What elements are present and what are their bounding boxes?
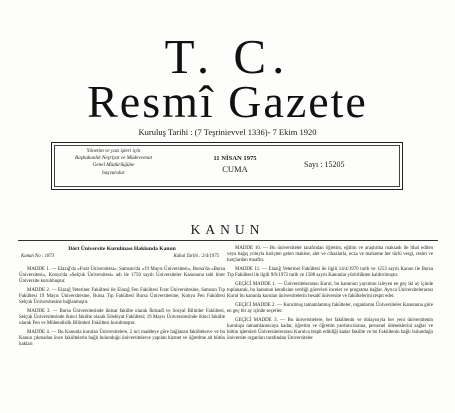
article-paragraph: MADDE 1. — Elazığ'da «Fırat Üniversitesi», Samsun'da «19 Mayıs Üniversitesi», Bursa'da «Bursa Üniversitesi», Konya'da «Selçuk Üniversitesi» adı ile 1750 sayılı Üniversiteler Kanununa tabi birer Üniversite kurulmuştur. <box>19 267 225 284</box>
left-column <box>19 246 225 351</box>
admin-notice: Yönetim ve yazı işleri için Başbakanlık Neşriyat ve Müdevvenat Genel Müdürlüğüne başvurulur <box>74 148 153 176</box>
issue-info-box <box>51 142 403 190</box>
issue-number: Sayı : 15205 <box>304 160 345 169</box>
article-paragraph: MADDE 2. — Elazığ Veteriner Fakültesi ile Elazığ Fen Fakültesi Fırat Üniversitesine, Samsun Tıp Fakültesi 19 Mayıs Üniversitesine, Bursa Tıp Fakültesi Bursa Üniversitesine, Konya Fen Fakültesi Selçuk Üniversitesine bağlanmıştır. <box>19 288 225 305</box>
law-number: Kanun No : 1873 <box>21 254 55 259</box>
article-paragraph: MADDE 10. — Bu üniversiteler tarafından öğretim, eğitim ve araştırma maksadı ile ithal edilen veya bağış yoluyla hariçten gelen makine, alet ve cihazlarla, ecza ve malzeme her türlü vergi, resim ve harçlardan muaftır. <box>227 246 433 263</box>
law-meta <box>19 254 225 260</box>
issue-day: CUMA <box>222 164 248 174</box>
article-paragraph: MADDE 11. — Elazığ Veteriner Fakültesi ile ilgili 14/4/1970 tarih ve 1253 sayılı Kanun ile Bursa Tıp Fakültesi ile ilgili 9/6/1972 tarih ve 1588 sayılı Kanunlar yürürlükten kaldırılmıştır. <box>227 267 433 278</box>
masthead-title: Resmî Gazete <box>87 76 368 127</box>
right-column <box>227 246 433 345</box>
law-acceptance-date: Kabul Tarihi : 2/4/1975 <box>173 254 219 259</box>
section-title: KANUN <box>190 222 265 237</box>
issue-date-block <box>200 154 270 175</box>
law-title: Dört Üniversite Kurulması Hakkında Kanun <box>68 246 176 252</box>
article-paragraph: MADDE 4. — Bu Kanunla kurulan Üniversitelere, 2 nci maddeye göre bağlanan fakültelerce ve bu Kanun çıkmadan önce fakültelerin bağlı bulunduğu üniversitelerce yapılan hizmet ve öğretime ait bütün hakları <box>19 330 225 348</box>
article-paragraph: MADDE 3. — Bursa Üniversitesinde iktisat fakülte olarak İktisadî ve Sosyal Bilimler Fakültesi, Selçuk Üniversitesinde ikinci fakülte olarak Edebiyat Fakültesi; 19 Mayıs Üniversitesinde ikinci fakülte olarak Fen ve Mühendislik Bilimleri Fakültesi kurulmuştur. <box>19 309 225 327</box>
issue-date: 11 NİSAN 1975 <box>213 155 257 162</box>
founding-date-line: Kuruluş Tarihi : (7 Teşrinievvel 1336)- 7 Ekim 1920 <box>138 127 317 137</box>
masthead-tc: T. C. <box>164 29 291 84</box>
article-paragraph: GEÇİCİ MADDE 3. — Bu üniversitelere, her fakültenin ve dolayısıyla her yeni üniversitenin kuruluşu tamamlanıncaya kadar, öğretim ve öğretim yardımcılarına, personel ödeneklerini sağlar ve bütün işlemleri Üniversitelerarası Kurulca tespit edildiği kadar fakülte ve bu Fakültenin bağlı bulunduğu üniversite organları tarafından Üniversiteler <box>227 318 433 341</box>
section-divider <box>18 240 438 241</box>
article-paragraph: GEÇİCİ MADDE 2. — Kurulmuş tamamlanmış fakülteler, organlarını Üniversiteler Kanununa göre en geç bir ay içinde seçerler. <box>227 303 433 315</box>
article-paragraph: GEÇİCİ MADDE 1. — Üniversitelerarası Kurul, bu kanunun yayımını izleyen en geç iki ay içinde toplanarak, bu kanunun kendisine verdiği görevleri inceler ve programa bağlar. Ayrıca Üniversitelerarası Kurul bu kanunla kurulan üniversitelerin hesabî üniversite ve fakültelerini tespit eder. <box>227 282 433 299</box>
